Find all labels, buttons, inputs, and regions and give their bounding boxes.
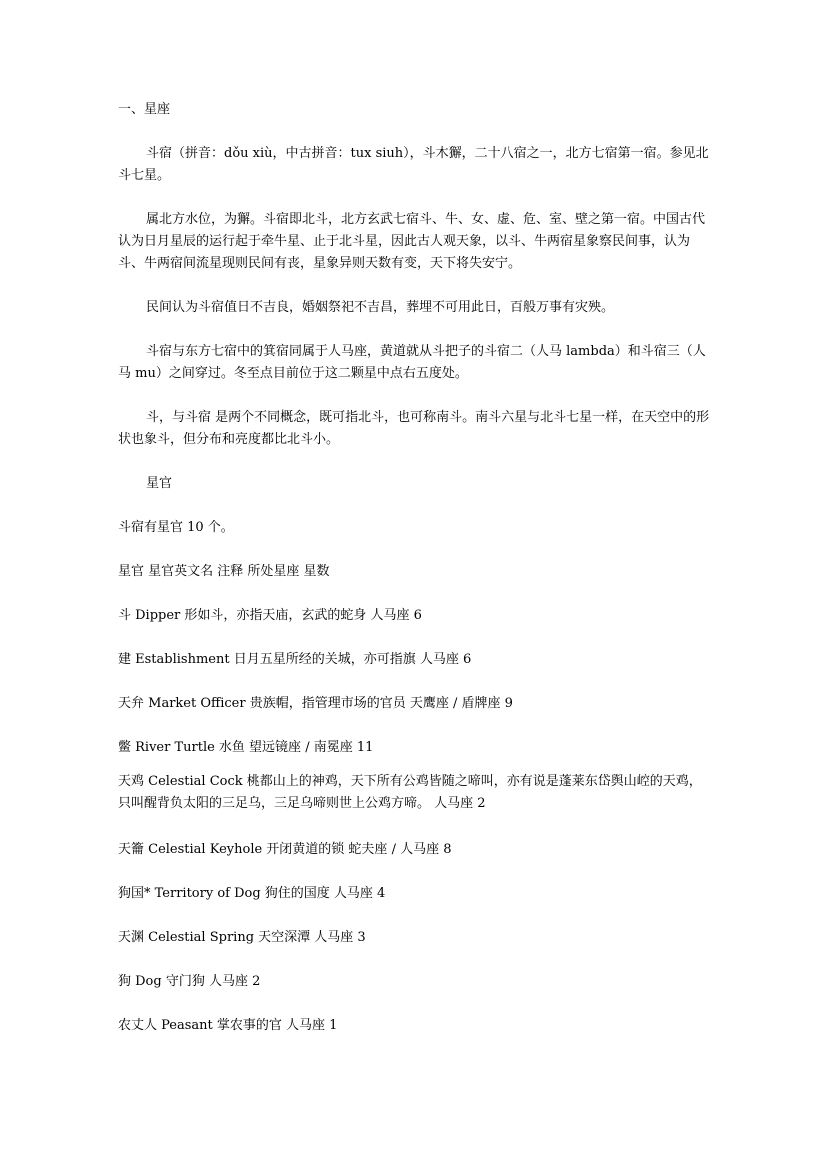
table-row: 天渊 Celestial Spring 天空深潭 人马座 3 <box>118 930 366 945</box>
paragraph-south-dipper: 斗，与斗宿 是两个不同概念，既可指北斗，也可称南斗。南斗六星与北斗七星一样，在天空中的形状也象斗，但分布和亮度都比北斗小。 <box>118 410 710 447</box>
table-row: 狗国* Territory of Dog 狗住的国度 人马座 4 <box>118 886 386 901</box>
table-header: 星官 星官英文名 注释 所处星座 星数 <box>118 564 330 579</box>
paragraph-folk-belief: 民间认为斗宿值日不吉良，婚姻祭祀不吉昌，葬埋不可用此日，百般万事有灾殃。 <box>146 300 615 315</box>
table-row: 建 Establishment 日月五星所经的关城，亦可指旗 人马座 6 <box>118 652 472 667</box>
table-row: 斗 Dipper 形如斗，亦指天庙，玄武的蛇身 人马座 6 <box>118 608 422 623</box>
table-row: 鳖 River Turtle 水鱼 望远镜座 / 南冕座 11 <box>118 740 374 755</box>
table-row: 天弁 Market Officer 贵族帽，指管理市场的官员 天鹰座 / 盾牌座 9 <box>118 696 513 711</box>
subheading-star-officials: 星官 <box>146 476 173 491</box>
table-row: 天鸡 Celestial Cock 桃都山上的神鸡，天下所有公鸡皆随之啼叫，亦有说是蓬莱东岱舆山崆的天鸡，只叫醒背负太阳的三足乌，三足乌啼则世上公鸡方啼。 人马座 2 <box>118 774 702 811</box>
table-row: 狗 Dog 守门狗 人马座 2 <box>118 974 261 989</box>
paragraph-sagittarius: 斗宿与东方七宿中的箕宿同属于人马座，黄道就从斗把子的斗宿二（人马 lambda）和斗宿三（人马 mu）之间穿过。冬至点目前位于这二颗星中点右五度处。 <box>118 344 706 381</box>
paragraph-north-water: 属北方水位，为獬。斗宿即北斗，北方玄武七宿斗、牛、女、虚、危、室、壁之第一宿。中国古代认为日月星辰的运行起于牵牛星、止于北斗星，因此古人观天象，以斗、牛两宿星象察民间事，认为斗、牛两宿间流星现则民间有丧，星象异则天数有变，天下将失安宁。 <box>118 212 706 271</box>
paragraph-intro: 斗宿（拼音：dǒu xiù，中古拼音：tux siuh），斗木獬，二十八宿之一，北方七宿第一宿。参见北斗七星。 <box>118 146 709 183</box>
section-title: 一、星座 <box>118 102 171 117</box>
table-row: 天籥 Celestial Keyhole 开闭黄道的锁 蛇夫座 / 人马座 8 <box>118 842 452 857</box>
table-row: 农丈人 Peasant 掌农事的官 人马座 1 <box>118 1018 338 1033</box>
count-line: 斗宿有星官 10 个。 <box>118 520 234 535</box>
